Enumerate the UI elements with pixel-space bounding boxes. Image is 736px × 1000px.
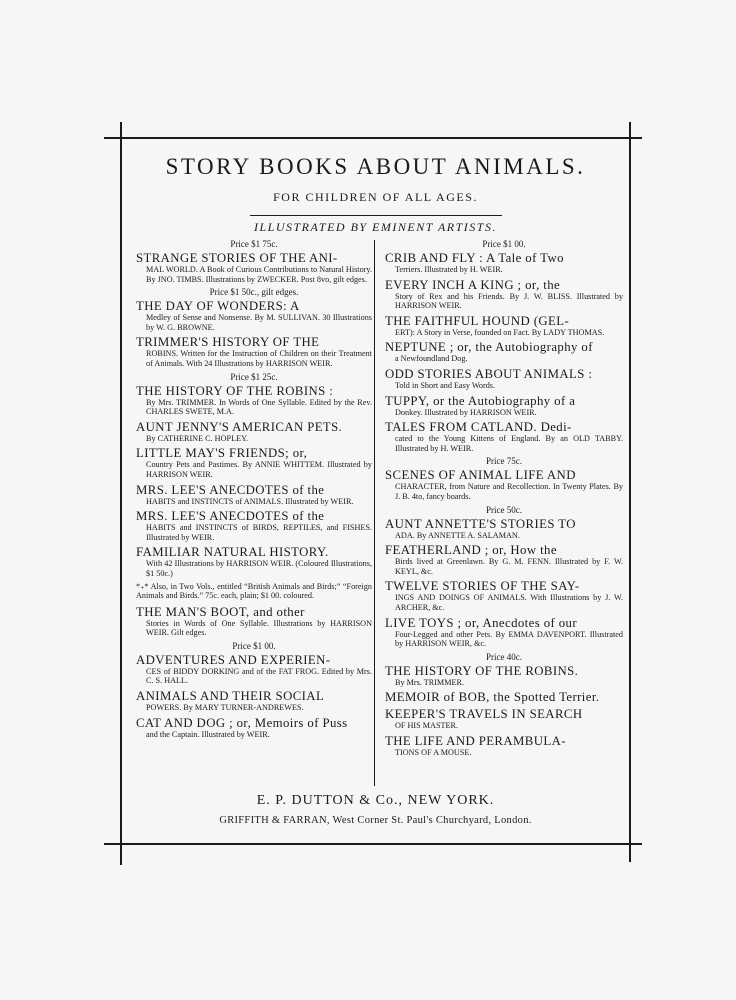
book-title: STRANGE STORIES OF THE ANI- [136, 251, 338, 265]
book-entry [136, 335, 372, 368]
book-title: AUNT JENNY'S AMERICAN PETS. [136, 419, 343, 434]
book-description: By Mrs. TRIMMER. [395, 677, 464, 687]
book-price: Price $1 25c. [230, 371, 278, 382]
book-title: SCENES OF ANIMAL LIFE AND [385, 468, 576, 483]
book-description: By CATHERINE C. HOPLEY. [146, 433, 248, 443]
book-title: TWELVE STORIES OF THE SAY- [385, 579, 580, 594]
book-entry [385, 314, 623, 338]
right-column [385, 238, 623, 760]
book-entry [385, 394, 623, 418]
book-title: THE HISTORY OF THE ROBINS : [136, 383, 334, 398]
book-title: ADVENTURES AND EXPERIEN- [136, 652, 331, 667]
book-description: MAL WORLD. A Book of Curious Contributions to Natural History. By JNO. TIMBS. Illustrations by ZWECKER. Post 8vo, gilt edges. [146, 265, 372, 284]
book-description: Donkey. Illustrated by HARRISON WEIR. [395, 407, 537, 417]
book-entry [136, 689, 372, 713]
book-title: CAT AND DOG ; or, Memoirs of Puss [136, 715, 348, 730]
illustrated-line: ILLUSTRATED BY EMINENT ARTISTS. [250, 215, 502, 235]
book-description: Told in Short and Easy Words. [395, 380, 496, 390]
book-description: Terriers. Illustrated by H. WEIR. [395, 265, 503, 274]
book-description: Story of Rex and his Friends. By J. W. BLISS. Illustrated by HARRISON WEIR. [395, 291, 623, 311]
book-description: By Mrs. TRIMMER. In Words of One Syllable. Edited by the Rev. CHARLES SWETE, M.A. [146, 397, 372, 417]
book-entry [136, 483, 372, 507]
book-price: Price $1 50c., gilt edges. [209, 287, 299, 298]
page-title: STORY BOOKS ABOUT ANIMALS. [165, 154, 586, 179]
book-title: MRS. LEE'S ANECDOTES of the [136, 509, 325, 524]
book-title: ANIMALS AND THEIR SOCIAL [136, 689, 325, 704]
book-title: LIVE TOYS ; or, Anecdotes of our [385, 615, 578, 630]
book-title: TALES FROM CATLAND. Dedi- [385, 420, 572, 435]
book-entry [385, 456, 623, 501]
book-entry [136, 641, 372, 686]
book-entry [385, 367, 623, 391]
book-entry [385, 707, 623, 731]
book-entry [136, 582, 372, 601]
book-entry [136, 716, 372, 740]
book-entry [385, 543, 623, 576]
book-entry [136, 287, 372, 332]
book-entry [136, 605, 372, 638]
book-description: INGS AND DOINGS OF ANIMALS. With Illustrations by J. W. ARCHER, &c. [395, 593, 623, 612]
book-price: Price $1 00. [232, 640, 276, 651]
book-title: KEEPER'S TRAVELS IN SEARCH [385, 707, 583, 722]
book-title: THE FAITHFUL HOUND (GEL- [385, 313, 570, 328]
page-subtitle: FOR CHILDREN OF ALL AGES. [273, 190, 478, 204]
book-description: Stories in Words of One Syllable. Illustrations by HARRISON WEIR. Gilt edges. [146, 618, 372, 638]
book-description: With 42 Illustrations by HARRISON WEIR. (Coloured Illustrations, $1 50c.) [146, 559, 372, 578]
book-title: TRIMMER'S HISTORY OF THE [136, 335, 320, 350]
frame-bottom-rule [104, 843, 642, 845]
book-description: Birds lived at Greenlawn. By G. M. FENN. Illustrated by F. W. KEYL, &c. [395, 557, 623, 576]
book-title: THE LIFE AND PERAMBULA- [385, 733, 566, 748]
book-description: a Newfoundland Dog. [395, 354, 468, 364]
book-entry [136, 509, 372, 542]
book-description: Four-Legged and other Pets. By EMMA DAVENPORT. Illustrated by HARRISON WEIR, &c. [395, 629, 623, 649]
book-description: ERT): A Story in Verse, founded on Fact. By LADY THOMAS. [395, 327, 605, 337]
book-entry [385, 690, 623, 704]
book-entry [385, 652, 623, 688]
book-entry [385, 734, 623, 758]
book-price: Price 50c. [486, 504, 522, 515]
book-entry [136, 446, 372, 479]
book-description: Medley of Sense and Nonsense. By M. SULLIVAN. 30 Illustrations by W. G. BROWNE. [146, 313, 372, 332]
book-description: cated to the Young Kittens of England. By an OLD TABBY. Illustrated by H. WEIR. [395, 434, 623, 453]
book-description: Country Pets and Pastimes. By ANNIE WHITTEM. Illustrated by HARRISON WEIR. [146, 460, 372, 479]
book-price: Price $1 75c. [230, 239, 278, 249]
book-description: ROBINS. Written for the Instruction of Children on their Treatment of Animals. With 24 Illustrations by HARRISON WEIR. [146, 349, 372, 368]
book-entry [385, 420, 623, 453]
book-title: MRS. LEE'S ANECDOTES of the [136, 482, 325, 497]
book-entry [385, 278, 623, 311]
frame-right-rule [629, 122, 631, 862]
frame-top-rule [104, 137, 642, 139]
book-entry [136, 372, 372, 417]
book-description: ADA. By ANNETTE A. SALAMAN. [395, 530, 520, 540]
book-title: ODD STORIES ABOUT ANIMALS : [385, 366, 593, 381]
book-description: TIONS OF A MOUSE. [395, 747, 472, 757]
advert-header [122, 154, 629, 236]
book-entry [136, 545, 372, 578]
book-description: HABITS and INSTINCTS of ANIMALS. Illustrated by WEIR. [146, 496, 354, 506]
book-title: FAMILIAR NATURAL HISTORY. [136, 545, 329, 560]
book-description: and the Captain. Illustrated by WEIR. [146, 729, 270, 739]
book-entry [136, 239, 372, 284]
book-title: CRIB AND FLY : A Tale of Two [385, 251, 564, 265]
book-title: FEATHERLAND ; or, How the [385, 543, 557, 558]
column-divider [374, 240, 375, 786]
book-title: THE HISTORY OF THE ROBINS. [385, 663, 579, 678]
book-entry [136, 420, 372, 444]
book-entry [385, 340, 623, 364]
left-column [136, 238, 372, 742]
book-note: *₊* Also, in Two Vols., entitled “British Animals and Birds;” “Foreign Animals and Birds.” 75c. each, plain; $1 00. coloured. [136, 581, 372, 601]
book-entry [385, 579, 623, 612]
book-price: Price 75c. [486, 456, 522, 467]
book-entry [385, 505, 623, 541]
publisher-line: E. P. DUTTON & Co., NEW YORK. [256, 793, 495, 808]
book-entry [385, 239, 623, 275]
book-title: TUPPY, or the Autobiography of a [385, 393, 576, 408]
book-entry [385, 616, 623, 649]
book-title: MEMOIR of BOB, the Spotted Terrier. [385, 690, 600, 705]
book-description: OF HIS MASTER. [395, 721, 459, 731]
book-price: Price 40c. [486, 651, 522, 662]
book-title: THE DAY OF WONDERS: A [136, 299, 300, 314]
book-title: THE MAN'S BOOT, and other [136, 604, 305, 619]
book-description: POWERS. By MARY TURNER-ANDREWES. [146, 703, 304, 713]
copublisher-line: GRIFFITH & FARRAN, West Corner St. Paul's Churchyard, London. [219, 815, 532, 826]
book-description: CHARACTER, from Nature and Recollection. In Twenty Plates. By J. B. 4to, fancy boards. [395, 482, 623, 501]
book-title: EVERY INCH A KING ; or, the [385, 277, 561, 292]
book-title: AUNT ANNETTE'S STORIES TO [385, 516, 576, 531]
book-title: LITTLE MAY'S FRIENDS; or, [136, 446, 308, 461]
book-title: NEPTUNE ; or, the Autobiography of [385, 340, 593, 355]
book-description: CES of BIDDY DORKING and of the FAT FROG. Edited by Mrs. C. S. HALL. [146, 666, 372, 686]
book-price: Price $1 00. [482, 239, 526, 249]
book-description: HABITS and INSTINCTS of BIRDS, REPTILES, and FISHES. Illustrated by WEIR. [146, 523, 372, 542]
